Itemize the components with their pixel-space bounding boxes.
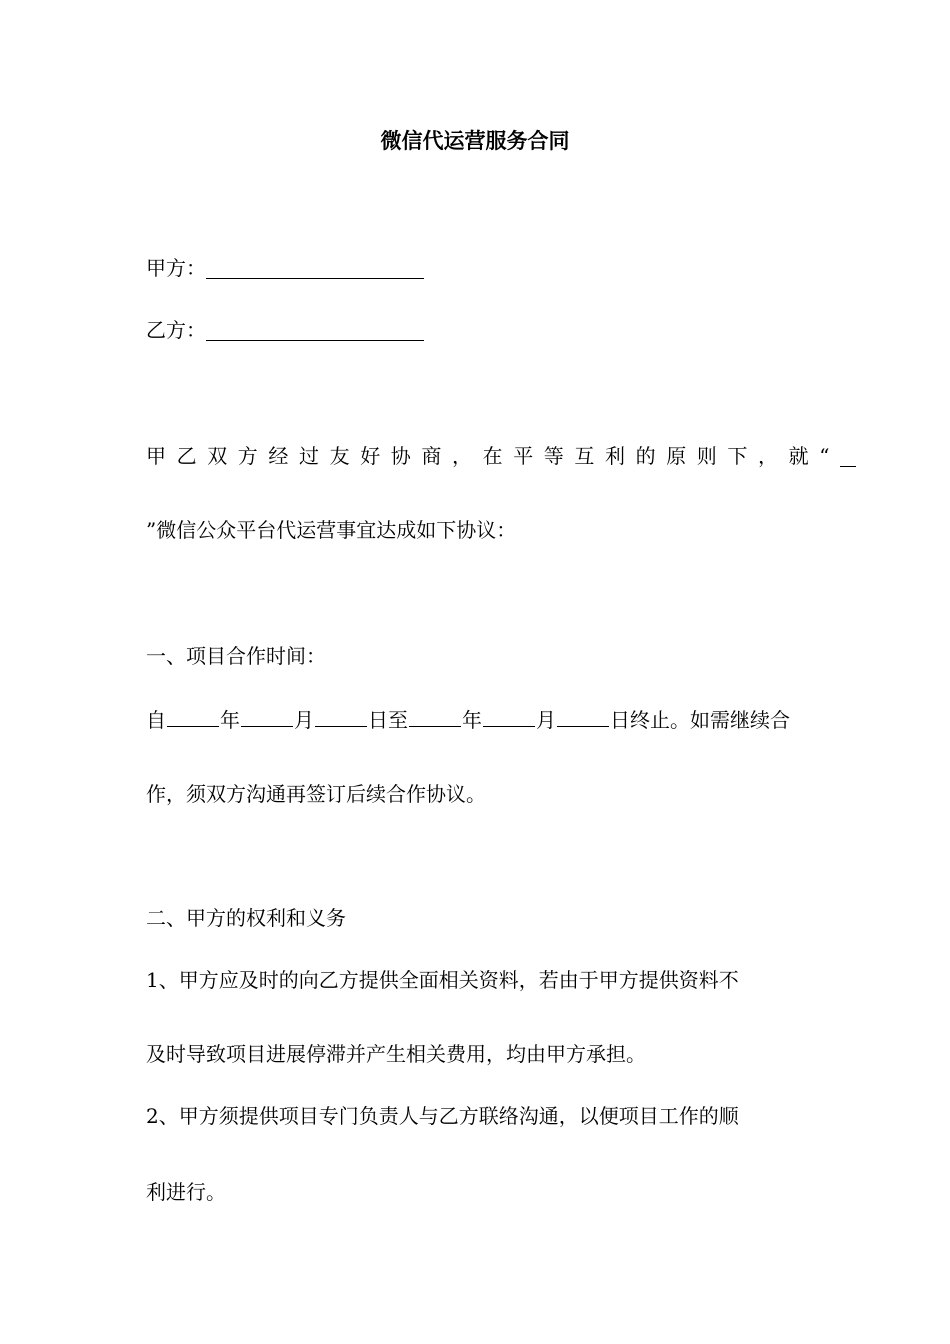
- day-to-label: 日至: [368, 708, 408, 732]
- start-year-label: 年: [220, 708, 240, 732]
- date-from-label: 自: [146, 708, 166, 732]
- intro-line-1: [146, 444, 856, 468]
- section2-heading: 二、甲方的权利和义务: [146, 906, 346, 930]
- date-end-text: 日终止。如需继续合: [610, 708, 790, 732]
- section1-line-2: 作，须双方沟通再签订后续合作协议。: [146, 782, 486, 806]
- intro-line-2: [146, 518, 516, 542]
- party-a-line: [146, 256, 424, 280]
- intro-text-2: ”微信公众平台代运营事宜达成如下协议：: [146, 518, 517, 542]
- end-year-label: 年: [462, 708, 482, 732]
- end-year-blank: [409, 706, 461, 727]
- end-month-label: 月: [536, 708, 556, 732]
- start-day-blank: [315, 706, 367, 727]
- party-a-label: 甲方：: [146, 256, 206, 280]
- party-a-blank: [206, 258, 424, 279]
- end-day-blank: [557, 706, 609, 727]
- project-name-blank: [840, 446, 856, 467]
- party-b-blank: [206, 320, 424, 341]
- party-b-line: [146, 318, 424, 342]
- intro-text-1: 甲乙双方经过友好协商，在平等互利的原则下，就“: [146, 444, 841, 468]
- start-month-blank: [241, 706, 293, 727]
- start-month-label: 月: [294, 708, 314, 732]
- document-title: 微信代运营服务合同: [380, 128, 570, 153]
- section2-item2-line1: 2、甲方须提供项目专门负责人与乙方联络沟通，以便项目工作的顺: [146, 1104, 739, 1128]
- party-b-label: 乙方：: [146, 318, 206, 342]
- section1-heading: 一、项目合作时间：: [146, 644, 326, 668]
- start-year-blank: [167, 706, 219, 727]
- section2-item2-line2: 利进行。: [146, 1180, 226, 1204]
- end-month-blank: [483, 706, 535, 727]
- section2-item1-line2: 及时导致项目进展停滞并产生相关费用，均由甲方承担。: [146, 1042, 646, 1066]
- section2-item1-line1: 1、甲方应及时的向乙方提供全面相关资料，若由于甲方提供资料不: [146, 968, 739, 992]
- section1-date-line: [146, 706, 790, 732]
